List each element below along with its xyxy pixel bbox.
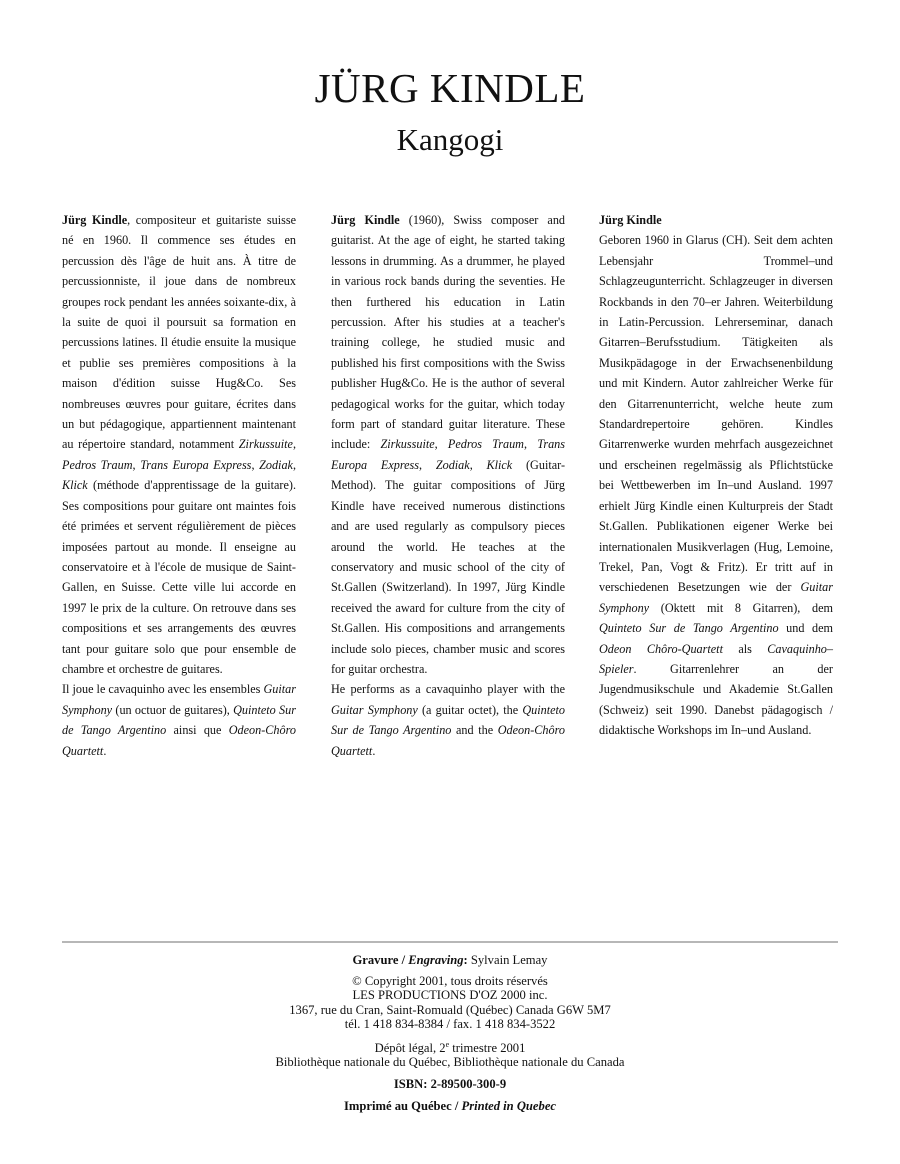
publisher-address: 1367, rue du Cran, Saint-Romuald (Québec) Canada G6W 5M7 xyxy=(289,1002,611,1017)
work-title: Zirkussuite xyxy=(380,437,435,452)
ensemble-name: Guitar Symphony xyxy=(62,682,296,717)
footer-divider xyxy=(62,941,838,943)
work-title: Trans Europa Express xyxy=(331,437,566,472)
publisher-name: LES PRODUCTIONS D'OZ 2000 inc. xyxy=(352,988,548,1003)
bio-fr-name: Jürg Kindle xyxy=(62,213,128,227)
printed-in: Imprimé au Québec / Printed in Quebec xyxy=(344,1098,556,1113)
ensemble-name: Guitar Symphony xyxy=(599,580,833,615)
bio-de-name: Jürg Kindle xyxy=(599,213,662,227)
publisher-phone: tél. 1 418 834-8384 / fax. 1 418 834-3522 xyxy=(344,1016,556,1031)
copyright-notice: © Copyright 2001, tous droits réservés xyxy=(352,974,548,989)
ensemble-name: Odeon-Chôro Quartett xyxy=(62,723,296,758)
work-title: Zodiak xyxy=(259,457,293,472)
bio-fr-paragraph-1: Jürg Kindle, compositeur et guitariste suisse né en 1960. Il commence ses études en percussion dès l'âge de huit ans. À titre de percussionniste, il joue dans de nombreux groupes rock pendant les années soixante-dix, à la suite de quoi il poursuit sa formation en percussions latines. Il étudie ensuite la musique et publie ses premières compositions à la maison d'édition suisse Hug&Co. Ses nombreuses œuvres pour guitare, écrites dans un but pédagogique, appartiennent maintenant au répertoire standard, notamment Zirkussuite, Pedros Traum, Trans Europa Express, Zodiak, Klick (méthode d'apprentissage de la guitare). Ses compositions pour guitare ont maintes fois été primées et servent régulièrement de pièces imposées partout au monde. Il enseigne au conservatoire et à l'école de musique de Saint-Gallen, en Suisse. Cette ville lui accorde en 1997 le prix de la culture. On retrouve dans ses compositions et ses arrangements des œuvres tant pour guitare solo que pour ensemble de chambre et orchestre de guitares. xyxy=(62,213,297,676)
composer-name: JÜRG KINDLE xyxy=(314,65,586,111)
role-name: Cavaquinho–Spieler xyxy=(599,641,833,676)
work-title: Zodiak xyxy=(435,457,470,472)
work-title: Pedros Traum xyxy=(62,457,133,472)
ensemble-name: Odeon-Chôro Quartett xyxy=(331,723,565,758)
ensemble-name: Quinteto Sur de Tango Argentino xyxy=(62,702,296,738)
work-title: Pedros Traum xyxy=(447,437,524,452)
bio-en-name: Jürg Kindle xyxy=(331,213,400,227)
work-title: Trans Europa Express xyxy=(140,457,252,472)
ensemble-name: Quinteto Sur de Tango Argentino xyxy=(331,702,566,738)
legal-deposit: Dépôt légal, 2e trimestre 2001 xyxy=(374,1040,526,1056)
ensemble-name: Quinteto Sur de Tango Argentino xyxy=(599,621,779,636)
bio-de-name-line xyxy=(599,210,833,230)
bio-fr-paragraph-2: Il joue le cavaquinho avec les ensembles Guitar Symphony (un octuor de guitares), Quinteto Sur de Tango Argentino ainsi que Odeon-Chôro Quartett. xyxy=(62,682,296,758)
libraries: Bibliothèque nationale du Québec, Bibliothèque nationale du Canada xyxy=(275,1055,625,1070)
bio-de-paragraph-1: Geboren 1960 in Glarus (CH). Seit dem achten Lebensjahr Trommel–und Schlagzeugunterricht. Schlagzeuger in diversen Rockbands in den 70–er Jahren. Weiterbildung in Latin-Percussion. Lehrerseminar, danach Gitarren–Berufsstudium. Tätigkeiten als Musikpädagoge in der Erwachsenenbildung und mit Kindern. Autor zahlreicher Werke für den Gitarrenunterricht, welche heute zum Standardrepertoire gehören. Kindles Gitarrenwerke wurden mehrfach ausgezeichnet und erscheinen regelmässig als Pflichtstücke bei Wettbewerben im In–und Ausland. 1997 erhielt Jürg Kindle einen Kulturpreis der Stadt St.Gallen. Publikationen eigener Werke bei internationalen Musikverlagen (Hug, Lemoine, Trekel, Pan, Vogt & Fritz). Er tritt auf in verschiedenen Besetzungen wie der Guitar Symphony (Oktett mit 8 Gitarren), dem Quinteto Sur de Tango Argentino und dem Odeon Chôro-Quartett als Cavaquinho–Spieler. Gitarrenlehrer an der Jugendmusikschule und Akademie St.Gallen (Schweiz) seit 1990. Danebst pädagogisch / didaktische Workshops im In–und Ausland. xyxy=(599,233,833,738)
work-title: Klick xyxy=(486,457,513,472)
work-title: Klick xyxy=(62,478,88,493)
ensemble-name: Odeon Chôro-Quartett xyxy=(599,641,723,656)
isbn: ISBN: 2-89500-300-9 xyxy=(393,1076,507,1091)
bio-en-paragraph-1: Jürg Kindle (1960), Swiss composer and guitarist. At the age of eight, he started taking lessons in drumming. As a drummer, he played in various rock bands during the seventies. He then furthered his education in Latin percussion. After his studies at a teacher's training college, he studied music and published his first compositions with the Swiss publisher Hug&Co. He is the author of several pedagogical works for the guitar, which today form part of standard guitar literature. These include: Zirkussuite, Pedros Traum, Trans Europa Express, Zodiak, Klick (Guitar-Method). The guitar compositions of Jürg Kindle have received numerous distinctions and are used regularly as compulsory pieces around the world. He teaches at the conservatory and music school of the city of St.Gallen (Switzerland). In 1997, Jürg Kindle received the award for culture from the city of St.Gallen. His compositions and arrangements include solo pieces, chamber music and scores for guitar orchestra. xyxy=(331,213,566,676)
publication-info xyxy=(62,953,838,1113)
biography-french xyxy=(62,210,296,761)
bio-en-paragraph-2: He performs as a cavaquinho player with the Guitar Symphony (a guitar octet), the Quinteto Sur de Tango Argentino and the Odeon-Chôro Quartett. xyxy=(331,682,566,758)
biography-german xyxy=(599,210,833,741)
ensemble-name: Guitar Symphony xyxy=(331,702,418,717)
piece-title: Kangogi xyxy=(396,122,504,157)
biography-english xyxy=(331,210,565,761)
engraving-credit: Gravure / Engraving: Sylvain Lemay xyxy=(352,953,548,967)
engraver-name: Sylvain Lemay xyxy=(467,953,548,967)
work-title: Zirkussuite xyxy=(238,437,293,452)
